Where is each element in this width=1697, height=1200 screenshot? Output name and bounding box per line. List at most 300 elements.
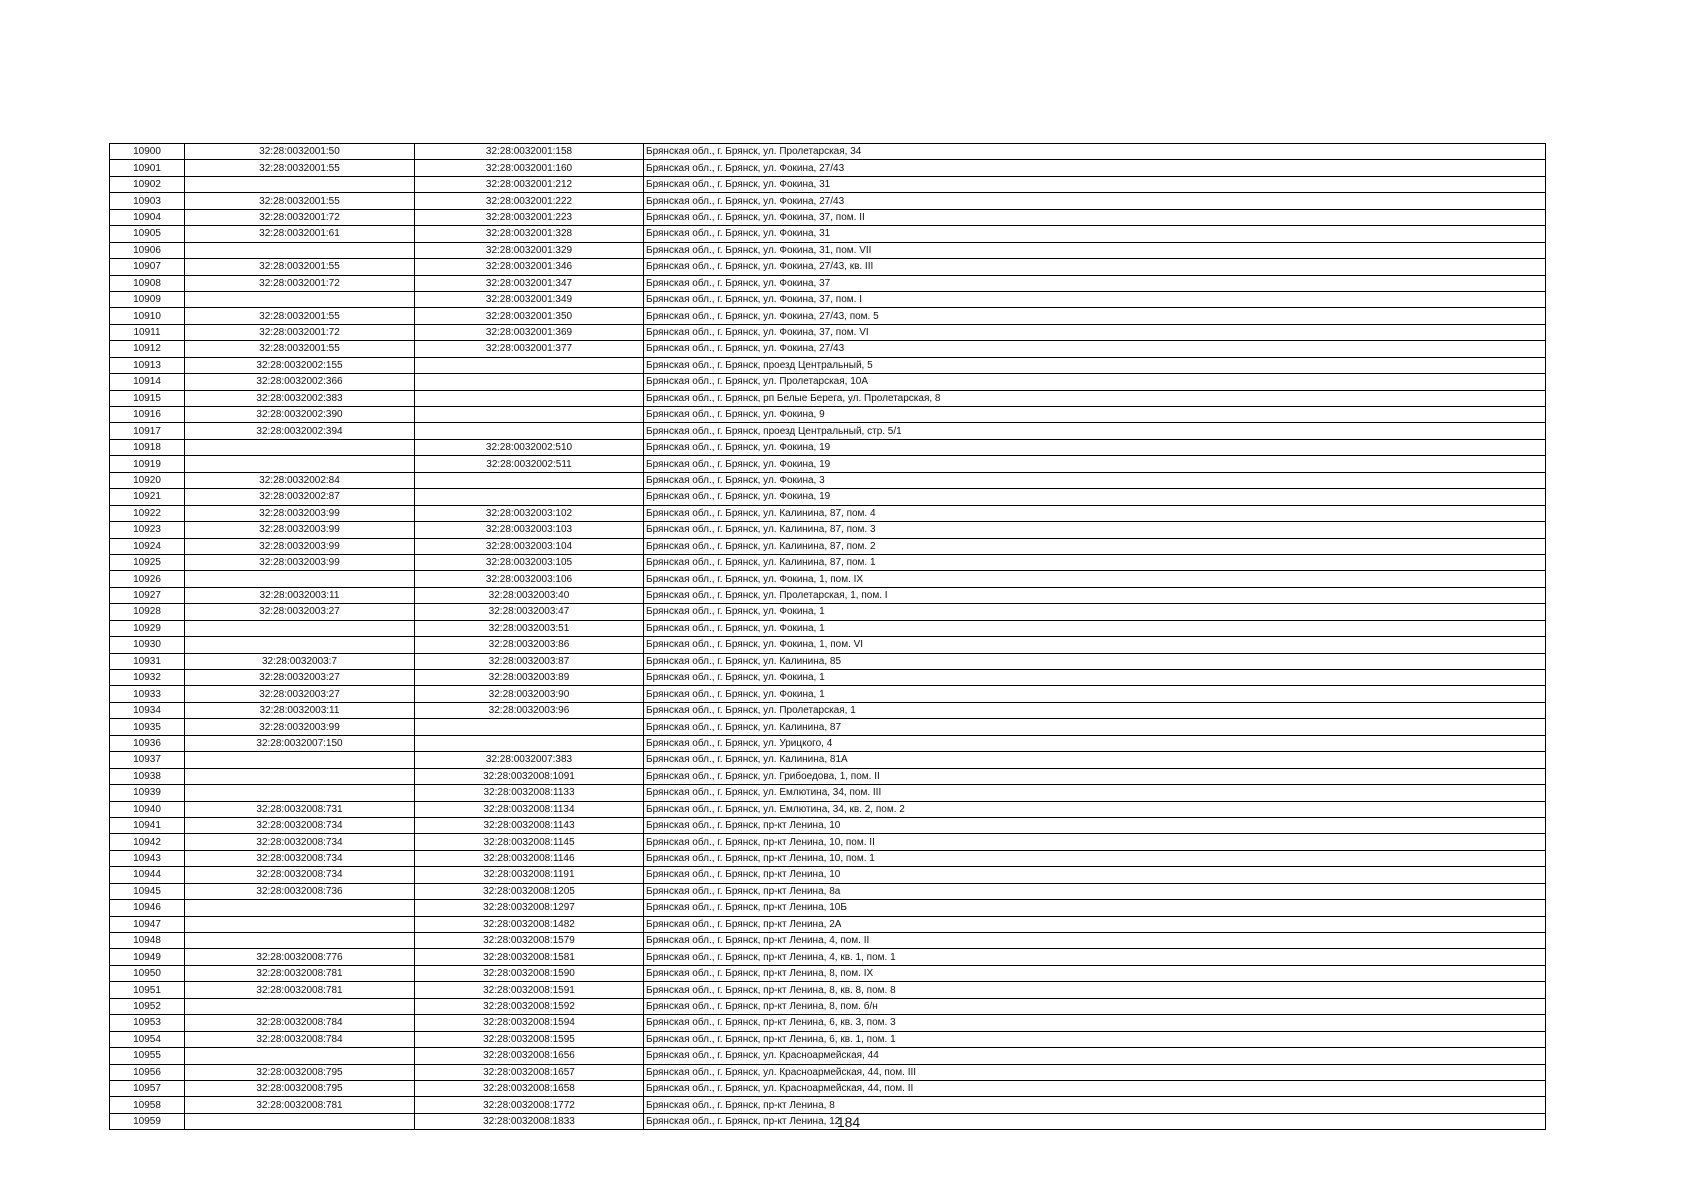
- table-row: [110, 324, 1546, 340]
- address-cell: Брянская обл., г. Брянск, ул. Фокина, 1: [644, 670, 1546, 686]
- address-cell: Брянская обл., г. Брянск, ул. Фокина, 1, пом. IX: [644, 571, 1546, 587]
- cadastral-number-cell: 32:28:0032001:347: [415, 275, 644, 291]
- cadastral-number-cell: 32:28:0032008:1134: [415, 801, 644, 817]
- parent-cadastral-number-cell: 32:28:0032003:27: [185, 686, 415, 702]
- address-cell: Брянская обл., г. Брянск, ул. Пролетарская, 1: [644, 702, 1546, 718]
- row-number-cell: 10946: [110, 900, 185, 916]
- table-row: [110, 768, 1546, 784]
- row-number-cell: 10932: [110, 670, 185, 686]
- cadastral-number-cell: 32:28:0032008:1297: [415, 900, 644, 916]
- table-row: [110, 587, 1546, 603]
- address-cell: Брянская обл., г. Брянск, ул. Фокина, 37, пом. VI: [644, 324, 1546, 340]
- parent-cadastral-number-cell: [185, 900, 415, 916]
- parent-cadastral-number-cell: [185, 291, 415, 307]
- cadastral-number-cell: 32:28:0032003:40: [415, 587, 644, 603]
- row-number-cell: 10900: [110, 144, 185, 160]
- row-number-cell: 10958: [110, 1097, 185, 1113]
- parent-cadastral-number-cell: [185, 242, 415, 258]
- table-row: [110, 242, 1546, 258]
- table-row: [110, 193, 1546, 209]
- table-row: [110, 341, 1546, 357]
- row-number-cell: 10957: [110, 1080, 185, 1096]
- table-row: [110, 719, 1546, 735]
- parent-cadastral-number-cell: [185, 768, 415, 784]
- row-number-cell: 10948: [110, 933, 185, 949]
- address-cell: Брянская обл., г. Брянск, ул. Калинина, 87, пом. 1: [644, 554, 1546, 570]
- address-cell: Брянская обл., г. Брянск, ул. Калинина, 87, пом. 3: [644, 522, 1546, 538]
- address-cell: Брянская обл., г. Брянск, пр-кт Ленина, 10: [644, 817, 1546, 833]
- address-cell: Брянская обл., г. Брянск, ул. Фокина, 27/43, пом. 5: [644, 308, 1546, 324]
- row-number-cell: 10926: [110, 571, 185, 587]
- parent-cadastral-number-cell: 32:28:0032003:99: [185, 522, 415, 538]
- cadastral-number-cell: 32:28:0032008:1146: [415, 850, 644, 866]
- parent-cadastral-number-cell: 32:28:0032002:394: [185, 423, 415, 439]
- table-row: [110, 407, 1546, 423]
- cadastral-number-cell: 32:28:0032001:212: [415, 176, 644, 192]
- row-number-cell: 10953: [110, 1015, 185, 1031]
- address-cell: Брянская обл., г. Брянск, ул. Пролетарская, 10А: [644, 374, 1546, 390]
- table-row: [110, 160, 1546, 176]
- cadastral-number-cell: [415, 423, 644, 439]
- parent-cadastral-number-cell: 32:28:0032003:11: [185, 587, 415, 603]
- table-row: [110, 1064, 1546, 1080]
- cadastral-number-cell: [415, 390, 644, 406]
- row-number-cell: 10910: [110, 308, 185, 324]
- address-cell: Брянская обл., г. Брянск, пр-кт Ленина, 4, пом. II: [644, 933, 1546, 949]
- row-number-cell: 10949: [110, 949, 185, 965]
- cadastral-number-cell: [415, 489, 644, 505]
- address-cell: Брянская обл., г. Брянск, ул. Фокина, 31, пом. VII: [644, 242, 1546, 258]
- cadastral-number-cell: 32:28:0032001:329: [415, 242, 644, 258]
- parent-cadastral-number-cell: 32:28:0032008:776: [185, 949, 415, 965]
- address-cell: Брянская обл., г. Брянск, пр-кт Ленина, 12: [644, 1113, 1546, 1129]
- row-number-cell: 10925: [110, 554, 185, 570]
- parent-cadastral-number-cell: 32:28:0032008:781: [185, 982, 415, 998]
- cadastral-number-cell: 32:28:0032003:104: [415, 538, 644, 554]
- row-number-cell: 10906: [110, 242, 185, 258]
- row-number-cell: 10904: [110, 209, 185, 225]
- cadastral-number-cell: 32:28:0032007:383: [415, 752, 644, 768]
- address-cell: Брянская обл., г. Брянск, ул. Фокина, 19: [644, 439, 1546, 455]
- row-number-cell: 10929: [110, 620, 185, 636]
- address-cell: Брянская обл., г. Брянск, пр-кт Ленина, 6, кв. 1, пом. 1: [644, 1031, 1546, 1047]
- parent-cadastral-number-cell: 32:28:0032008:734: [185, 834, 415, 850]
- address-cell: Брянская обл., г. Брянск, ул. Красноармейская, 44, пом. III: [644, 1064, 1546, 1080]
- address-cell: Брянская обл., г. Брянск, ул. Фокина, 27/43, кв. III: [644, 259, 1546, 275]
- parent-cadastral-number-cell: [185, 637, 415, 653]
- row-number-cell: 10914: [110, 374, 185, 390]
- cadastral-number-cell: 32:28:0032008:1658: [415, 1080, 644, 1096]
- parent-cadastral-number-cell: 32:28:0032008:784: [185, 1015, 415, 1031]
- address-cell: Брянская обл., г. Брянск, ул. Фокина, 37: [644, 275, 1546, 291]
- table-row: [110, 1097, 1546, 1113]
- address-cell: Брянская обл., г. Брянск, пр-кт Ленина, 2А: [644, 916, 1546, 932]
- row-number-cell: 10959: [110, 1113, 185, 1129]
- parent-cadastral-number-cell: 32:28:0032008:781: [185, 1097, 415, 1113]
- table-row: [110, 883, 1546, 899]
- cadastral-number-cell: 32:28:0032001:350: [415, 308, 644, 324]
- row-number-cell: 10955: [110, 1048, 185, 1064]
- parent-cadastral-number-cell: 32:28:0032001:50: [185, 144, 415, 160]
- address-cell: Брянская обл., г. Брянск, ул. Фокина, 37, пом. I: [644, 291, 1546, 307]
- parent-cadastral-number-cell: 32:28:0032008:736: [185, 883, 415, 899]
- address-cell: Брянская обл., г. Брянск, ул. Фокина, 1: [644, 686, 1546, 702]
- parent-cadastral-number-cell: [185, 620, 415, 636]
- table-row: [110, 472, 1546, 488]
- row-number-cell: 10907: [110, 259, 185, 275]
- cadastral-number-cell: 32:28:0032001:369: [415, 324, 644, 340]
- address-cell: Брянская обл., г. Брянск, ул. Фокина, 19: [644, 456, 1546, 472]
- cadastral-number-cell: 32:28:0032008:1145: [415, 834, 644, 850]
- row-number-cell: 10940: [110, 801, 185, 817]
- address-cell: Брянская обл., г. Брянск, ул. Фокина, 9: [644, 407, 1546, 423]
- cadastral-number-cell: 32:28:0032008:1591: [415, 982, 644, 998]
- row-number-cell: 10950: [110, 965, 185, 981]
- address-cell: Брянская обл., г. Брянск, ул. Фокина, 1: [644, 620, 1546, 636]
- row-number-cell: 10927: [110, 587, 185, 603]
- cadastral-number-cell: 32:28:0032002:511: [415, 456, 644, 472]
- table-row: [110, 275, 1546, 291]
- table-row: [110, 785, 1546, 801]
- table-row: [110, 489, 1546, 505]
- parent-cadastral-number-cell: 32:28:0032003:99: [185, 538, 415, 554]
- address-cell: Брянская обл., г. Брянск, рп Белые Берега, ул. Пролетарская, 8: [644, 390, 1546, 406]
- parent-cadastral-number-cell: 32:28:0032002:383: [185, 390, 415, 406]
- row-number-cell: 10952: [110, 998, 185, 1014]
- table-row: [110, 949, 1546, 965]
- parent-cadastral-number-cell: 32:28:0032003:27: [185, 670, 415, 686]
- cadastral-number-cell: 32:28:0032008:1191: [415, 867, 644, 883]
- address-cell: Брянская обл., г. Брянск, ул. Урицкого, 4: [644, 735, 1546, 751]
- parent-cadastral-number-cell: 32:28:0032002:84: [185, 472, 415, 488]
- row-number-cell: 10909: [110, 291, 185, 307]
- cadastral-number-cell: [415, 735, 644, 751]
- table-row: [110, 505, 1546, 521]
- cadastral-number-cell: 32:28:0032008:1657: [415, 1064, 644, 1080]
- parent-cadastral-number-cell: 32:28:0032001:61: [185, 226, 415, 242]
- parent-cadastral-number-cell: 32:28:0032002:390: [185, 407, 415, 423]
- cadastral-number-cell: 32:28:0032001:346: [415, 259, 644, 275]
- address-cell: Брянская обл., г. Брянск, проезд Центральный, стр. 5/1: [644, 423, 1546, 439]
- address-cell: Брянская обл., г. Брянск, ул. Фокина, 1, пом. VI: [644, 637, 1546, 653]
- address-cell: Брянская обл., г. Брянск, ул. Фокина, 19: [644, 489, 1546, 505]
- row-number-cell: 10956: [110, 1064, 185, 1080]
- parent-cadastral-number-cell: 32:28:0032001:72: [185, 209, 415, 225]
- cadastral-number-cell: 32:28:0032003:106: [415, 571, 644, 587]
- row-number-cell: 10936: [110, 735, 185, 751]
- cadastral-number-cell: 32:28:0032003:87: [415, 653, 644, 669]
- address-cell: Брянская обл., г. Брянск, ул. Емлютина, 34, пом. III: [644, 785, 1546, 801]
- address-cell: Брянская обл., г. Брянск, ул. Фокина, 27/43: [644, 160, 1546, 176]
- address-cell: Брянская обл., г. Брянск, пр-кт Ленина, 8а: [644, 883, 1546, 899]
- table-row: [110, 653, 1546, 669]
- cadastral-number-cell: 32:28:0032001:349: [415, 291, 644, 307]
- row-number-cell: 10951: [110, 982, 185, 998]
- cadastral-number-cell: [415, 407, 644, 423]
- cadastral-number-cell: 32:28:0032003:47: [415, 604, 644, 620]
- parent-cadastral-number-cell: 32:28:0032008:734: [185, 817, 415, 833]
- parent-cadastral-number-cell: 32:28:0032003:99: [185, 719, 415, 735]
- cadastral-number-cell: 32:28:0032008:1594: [415, 1015, 644, 1031]
- row-number-cell: 10939: [110, 785, 185, 801]
- table-row: [110, 259, 1546, 275]
- cadastral-number-cell: [415, 357, 644, 373]
- row-number-cell: 10920: [110, 472, 185, 488]
- row-number-cell: 10911: [110, 324, 185, 340]
- parent-cadastral-number-cell: 32:28:0032008:734: [185, 867, 415, 883]
- row-number-cell: 10937: [110, 752, 185, 768]
- table-row: [110, 374, 1546, 390]
- parent-cadastral-number-cell: 32:28:0032001:72: [185, 275, 415, 291]
- parent-cadastral-number-cell: 32:28:0032007:150: [185, 735, 415, 751]
- parent-cadastral-number-cell: 32:28:0032008:781: [185, 965, 415, 981]
- parent-cadastral-number-cell: [185, 571, 415, 587]
- cadastral-number-cell: 32:28:0032003:96: [415, 702, 644, 718]
- row-number-cell: 10954: [110, 1031, 185, 1047]
- parent-cadastral-number-cell: [185, 916, 415, 932]
- cadastral-number-cell: 32:28:0032002:510: [415, 439, 644, 455]
- table-row: [110, 1031, 1546, 1047]
- row-number-cell: 10901: [110, 160, 185, 176]
- row-number-cell: 10913: [110, 357, 185, 373]
- cadastral-number-cell: 32:28:0032001:158: [415, 144, 644, 160]
- address-cell: Брянская обл., г. Брянск, пр-кт Ленина, 10, пом. II: [644, 834, 1546, 850]
- row-number-cell: 10919: [110, 456, 185, 472]
- row-number-cell: 10902: [110, 176, 185, 192]
- parent-cadastral-number-cell: 32:28:0032008:731: [185, 801, 415, 817]
- address-cell: Брянская обл., г. Брянск, пр-кт Ленина, 10, пом. 1: [644, 850, 1546, 866]
- table-row: [110, 982, 1546, 998]
- parent-cadastral-number-cell: [185, 456, 415, 472]
- row-number-cell: 10934: [110, 702, 185, 718]
- row-number-cell: 10924: [110, 538, 185, 554]
- table-row: [110, 735, 1546, 751]
- cadastral-table: [109, 143, 1546, 1130]
- row-number-cell: 10931: [110, 653, 185, 669]
- cadastral-number-cell: 32:28:0032003:51: [415, 620, 644, 636]
- row-number-cell: 10918: [110, 439, 185, 455]
- parent-cadastral-number-cell: 32:28:0032008:784: [185, 1031, 415, 1047]
- cadastral-number-cell: [415, 472, 644, 488]
- address-cell: Брянская обл., г. Брянск, ул. Грибоедова, 1, пом. II: [644, 768, 1546, 784]
- cadastral-number-cell: 32:28:0032008:1143: [415, 817, 644, 833]
- row-number-cell: 10908: [110, 275, 185, 291]
- parent-cadastral-number-cell: 32:28:0032001:72: [185, 324, 415, 340]
- cadastral-number-cell: [415, 719, 644, 735]
- parent-cadastral-number-cell: 32:28:0032003:99: [185, 505, 415, 521]
- cadastral-number-cell: 32:28:0032008:1590: [415, 965, 644, 981]
- cadastral-number-cell: 32:28:0032001:222: [415, 193, 644, 209]
- table-row: [110, 1080, 1546, 1096]
- row-number-cell: 10912: [110, 341, 185, 357]
- parent-cadastral-number-cell: [185, 1048, 415, 1064]
- table-row: [110, 801, 1546, 817]
- address-cell: Брянская обл., г. Брянск, ул. Калинина, 87, пом. 2: [644, 538, 1546, 554]
- parent-cadastral-number-cell: 32:28:0032002:366: [185, 374, 415, 390]
- cadastral-number-cell: 32:28:0032001:328: [415, 226, 644, 242]
- address-cell: Брянская обл., г. Брянск, ул. Фокина, 31: [644, 176, 1546, 192]
- table-row: [110, 998, 1546, 1014]
- address-cell: Брянская обл., г. Брянск, пр-кт Ленина, 8, пом. IX: [644, 965, 1546, 981]
- table-row: [110, 867, 1546, 883]
- address-cell: Брянская обл., г. Брянск, пр-кт Ленина, 8: [644, 1097, 1546, 1113]
- parent-cadastral-number-cell: [185, 439, 415, 455]
- parent-cadastral-number-cell: [185, 998, 415, 1014]
- parent-cadastral-number-cell: 32:28:0032002:87: [185, 489, 415, 505]
- parent-cadastral-number-cell: 32:28:0032003:11: [185, 702, 415, 718]
- table-row: [110, 423, 1546, 439]
- table-row: [110, 144, 1546, 160]
- cadastral-number-cell: 32:28:0032008:1833: [415, 1113, 644, 1129]
- row-number-cell: 10933: [110, 686, 185, 702]
- parent-cadastral-number-cell: [185, 785, 415, 801]
- address-cell: Брянская обл., г. Брянск, ул. Калинина, 87: [644, 719, 1546, 735]
- table-row: [110, 933, 1546, 949]
- row-number-cell: 10945: [110, 883, 185, 899]
- row-number-cell: 10930: [110, 637, 185, 653]
- address-cell: Брянская обл., г. Брянск, ул. Красноармейская, 44: [644, 1048, 1546, 1064]
- parent-cadastral-number-cell: 32:28:0032003:27: [185, 604, 415, 620]
- parent-cadastral-number-cell: 32:28:0032003:7: [185, 653, 415, 669]
- row-number-cell: 10928: [110, 604, 185, 620]
- table-row: [110, 900, 1546, 916]
- row-number-cell: 10923: [110, 522, 185, 538]
- row-number-cell: 10915: [110, 390, 185, 406]
- parent-cadastral-number-cell: 32:28:0032008:795: [185, 1080, 415, 1096]
- table-row: [110, 291, 1546, 307]
- address-cell: Брянская обл., г. Брянск, ул. Калинина, 81А: [644, 752, 1546, 768]
- row-number-cell: 10943: [110, 850, 185, 866]
- address-cell: Брянская обл., г. Брянск, пр-кт Ленина, 8, кв. 8, пом. 8: [644, 982, 1546, 998]
- cadastral-number-cell: 32:28:0032008:1592: [415, 998, 644, 1014]
- address-cell: Брянская обл., г. Брянск, ул. Фокина, 31: [644, 226, 1546, 242]
- address-cell: Брянская обл., г. Брянск, ул. Фокина, 3: [644, 472, 1546, 488]
- table-row: [110, 620, 1546, 636]
- cadastral-number-cell: 32:28:0032003:86: [415, 637, 644, 653]
- parent-cadastral-number-cell: 32:28:0032001:55: [185, 341, 415, 357]
- row-number-cell: 10935: [110, 719, 185, 735]
- cadastral-number-cell: 32:28:0032008:1091: [415, 768, 644, 784]
- table-row: [110, 439, 1546, 455]
- address-cell: Брянская обл., г. Брянск, ул. Фокина, 37, пом. II: [644, 209, 1546, 225]
- table-row: [110, 965, 1546, 981]
- cadastral-number-cell: 32:28:0032008:1595: [415, 1031, 644, 1047]
- table-row: [110, 390, 1546, 406]
- parent-cadastral-number-cell: [185, 176, 415, 192]
- parent-cadastral-number-cell: 32:28:0032001:55: [185, 308, 415, 324]
- table-row: [110, 176, 1546, 192]
- cadastral-number-cell: 32:28:0032008:1205: [415, 883, 644, 899]
- address-cell: Брянская обл., г. Брянск, ул. Калинина, 87, пом. 4: [644, 505, 1546, 521]
- parent-cadastral-number-cell: [185, 752, 415, 768]
- address-cell: Брянская обл., г. Брянск, ул. Фокина, 27/43: [644, 193, 1546, 209]
- cadastral-number-cell: 32:28:0032003:90: [415, 686, 644, 702]
- parent-cadastral-number-cell: 32:28:0032003:99: [185, 554, 415, 570]
- cadastral-number-cell: 32:28:0032008:1581: [415, 949, 644, 965]
- address-cell: Брянская обл., г. Брянск, пр-кт Ленина, 10: [644, 867, 1546, 883]
- row-number-cell: 10938: [110, 768, 185, 784]
- parent-cadastral-number-cell: 32:28:0032001:55: [185, 193, 415, 209]
- table-row: [110, 209, 1546, 225]
- row-number-cell: 10941: [110, 817, 185, 833]
- table-row: [110, 1048, 1546, 1064]
- table-row: [110, 752, 1546, 768]
- address-cell: Брянская обл., г. Брянск, проезд Центральный, 5: [644, 357, 1546, 373]
- parent-cadastral-number-cell: 32:28:0032008:795: [185, 1064, 415, 1080]
- table-row: [110, 554, 1546, 570]
- table-row: [110, 538, 1546, 554]
- row-number-cell: 10917: [110, 423, 185, 439]
- cadastral-number-cell: 32:28:0032003:105: [415, 554, 644, 570]
- table-row: [110, 226, 1546, 242]
- address-cell: Брянская обл., г. Брянск, пр-кт Ленина, 4, кв. 1, пом. 1: [644, 949, 1546, 965]
- parent-cadastral-number-cell: 32:28:0032001:55: [185, 160, 415, 176]
- table-row: [110, 670, 1546, 686]
- cadastral-number-cell: 32:28:0032008:1656: [415, 1048, 644, 1064]
- table-row: [110, 357, 1546, 373]
- table-row: [110, 571, 1546, 587]
- parent-cadastral-number-cell: 32:28:0032002:155: [185, 357, 415, 373]
- cadastral-number-cell: 32:28:0032008:1482: [415, 916, 644, 932]
- address-cell: Брянская обл., г. Брянск, пр-кт Ленина, 6, кв. 3, пом. 3: [644, 1015, 1546, 1031]
- row-number-cell: 10947: [110, 916, 185, 932]
- address-cell: Брянская обл., г. Брянск, пр-кт Ленина, 10Б: [644, 900, 1546, 916]
- address-cell: Брянская обл., г. Брянск, ул. Красноармейская, 44, пом. II: [644, 1080, 1546, 1096]
- address-cell: Брянская обл., г. Брянск, пр-кт Ленина, 8, пом. б/н: [644, 998, 1546, 1014]
- cadastral-number-cell: 32:28:0032008:1772: [415, 1097, 644, 1113]
- row-number-cell: 10905: [110, 226, 185, 242]
- table-row: [110, 834, 1546, 850]
- cadastral-number-cell: 32:28:0032008:1579: [415, 933, 644, 949]
- table-row: [110, 1015, 1546, 1031]
- cadastral-number-cell: 32:28:0032001:223: [415, 209, 644, 225]
- address-cell: Брянская обл., г. Брянск, ул. Фокина, 27/43: [644, 341, 1546, 357]
- address-cell: Брянская обл., г. Брянск, ул. Пролетарская, 34: [644, 144, 1546, 160]
- row-number-cell: 10916: [110, 407, 185, 423]
- table-row: [110, 456, 1546, 472]
- row-number-cell: 10921: [110, 489, 185, 505]
- parent-cadastral-number-cell: [185, 933, 415, 949]
- address-cell: Брянская обл., г. Брянск, ул. Емлютина, 34, кв. 2, пом. 2: [644, 801, 1546, 817]
- table-body: [110, 144, 1546, 1130]
- table-row: [110, 637, 1546, 653]
- address-cell: Брянская обл., г. Брянск, ул. Фокина, 1: [644, 604, 1546, 620]
- table-row: [110, 522, 1546, 538]
- address-cell: Брянская обл., г. Брянск, ул. Калинина, 85: [644, 653, 1546, 669]
- cadastral-number-cell: 32:28:0032001:377: [415, 341, 644, 357]
- table-row: [110, 850, 1546, 866]
- cadastral-number-cell: 32:28:0032003:102: [415, 505, 644, 521]
- table-row: [110, 308, 1546, 324]
- cadastral-number-cell: 32:28:0032003:89: [415, 670, 644, 686]
- table-row: [110, 916, 1546, 932]
- page-number: 184: [836, 1114, 861, 1130]
- table-row: [110, 604, 1546, 620]
- parent-cadastral-number-cell: 32:28:0032001:55: [185, 259, 415, 275]
- row-number-cell: 10922: [110, 505, 185, 521]
- table-row: [110, 817, 1546, 833]
- cadastral-number-cell: 32:28:0032001:160: [415, 160, 644, 176]
- table-row: [110, 702, 1546, 718]
- row-number-cell: 10942: [110, 834, 185, 850]
- parent-cadastral-number-cell: 32:28:0032008:734: [185, 850, 415, 866]
- address-cell: Брянская обл., г. Брянск, ул. Пролетарская, 1, пом. I: [644, 587, 1546, 603]
- table-row: [110, 686, 1546, 702]
- row-number-cell: 10903: [110, 193, 185, 209]
- cadastral-number-cell: 32:28:0032003:103: [415, 522, 644, 538]
- cadastral-number-cell: 32:28:0032008:1133: [415, 785, 644, 801]
- cadastral-number-cell: [415, 374, 644, 390]
